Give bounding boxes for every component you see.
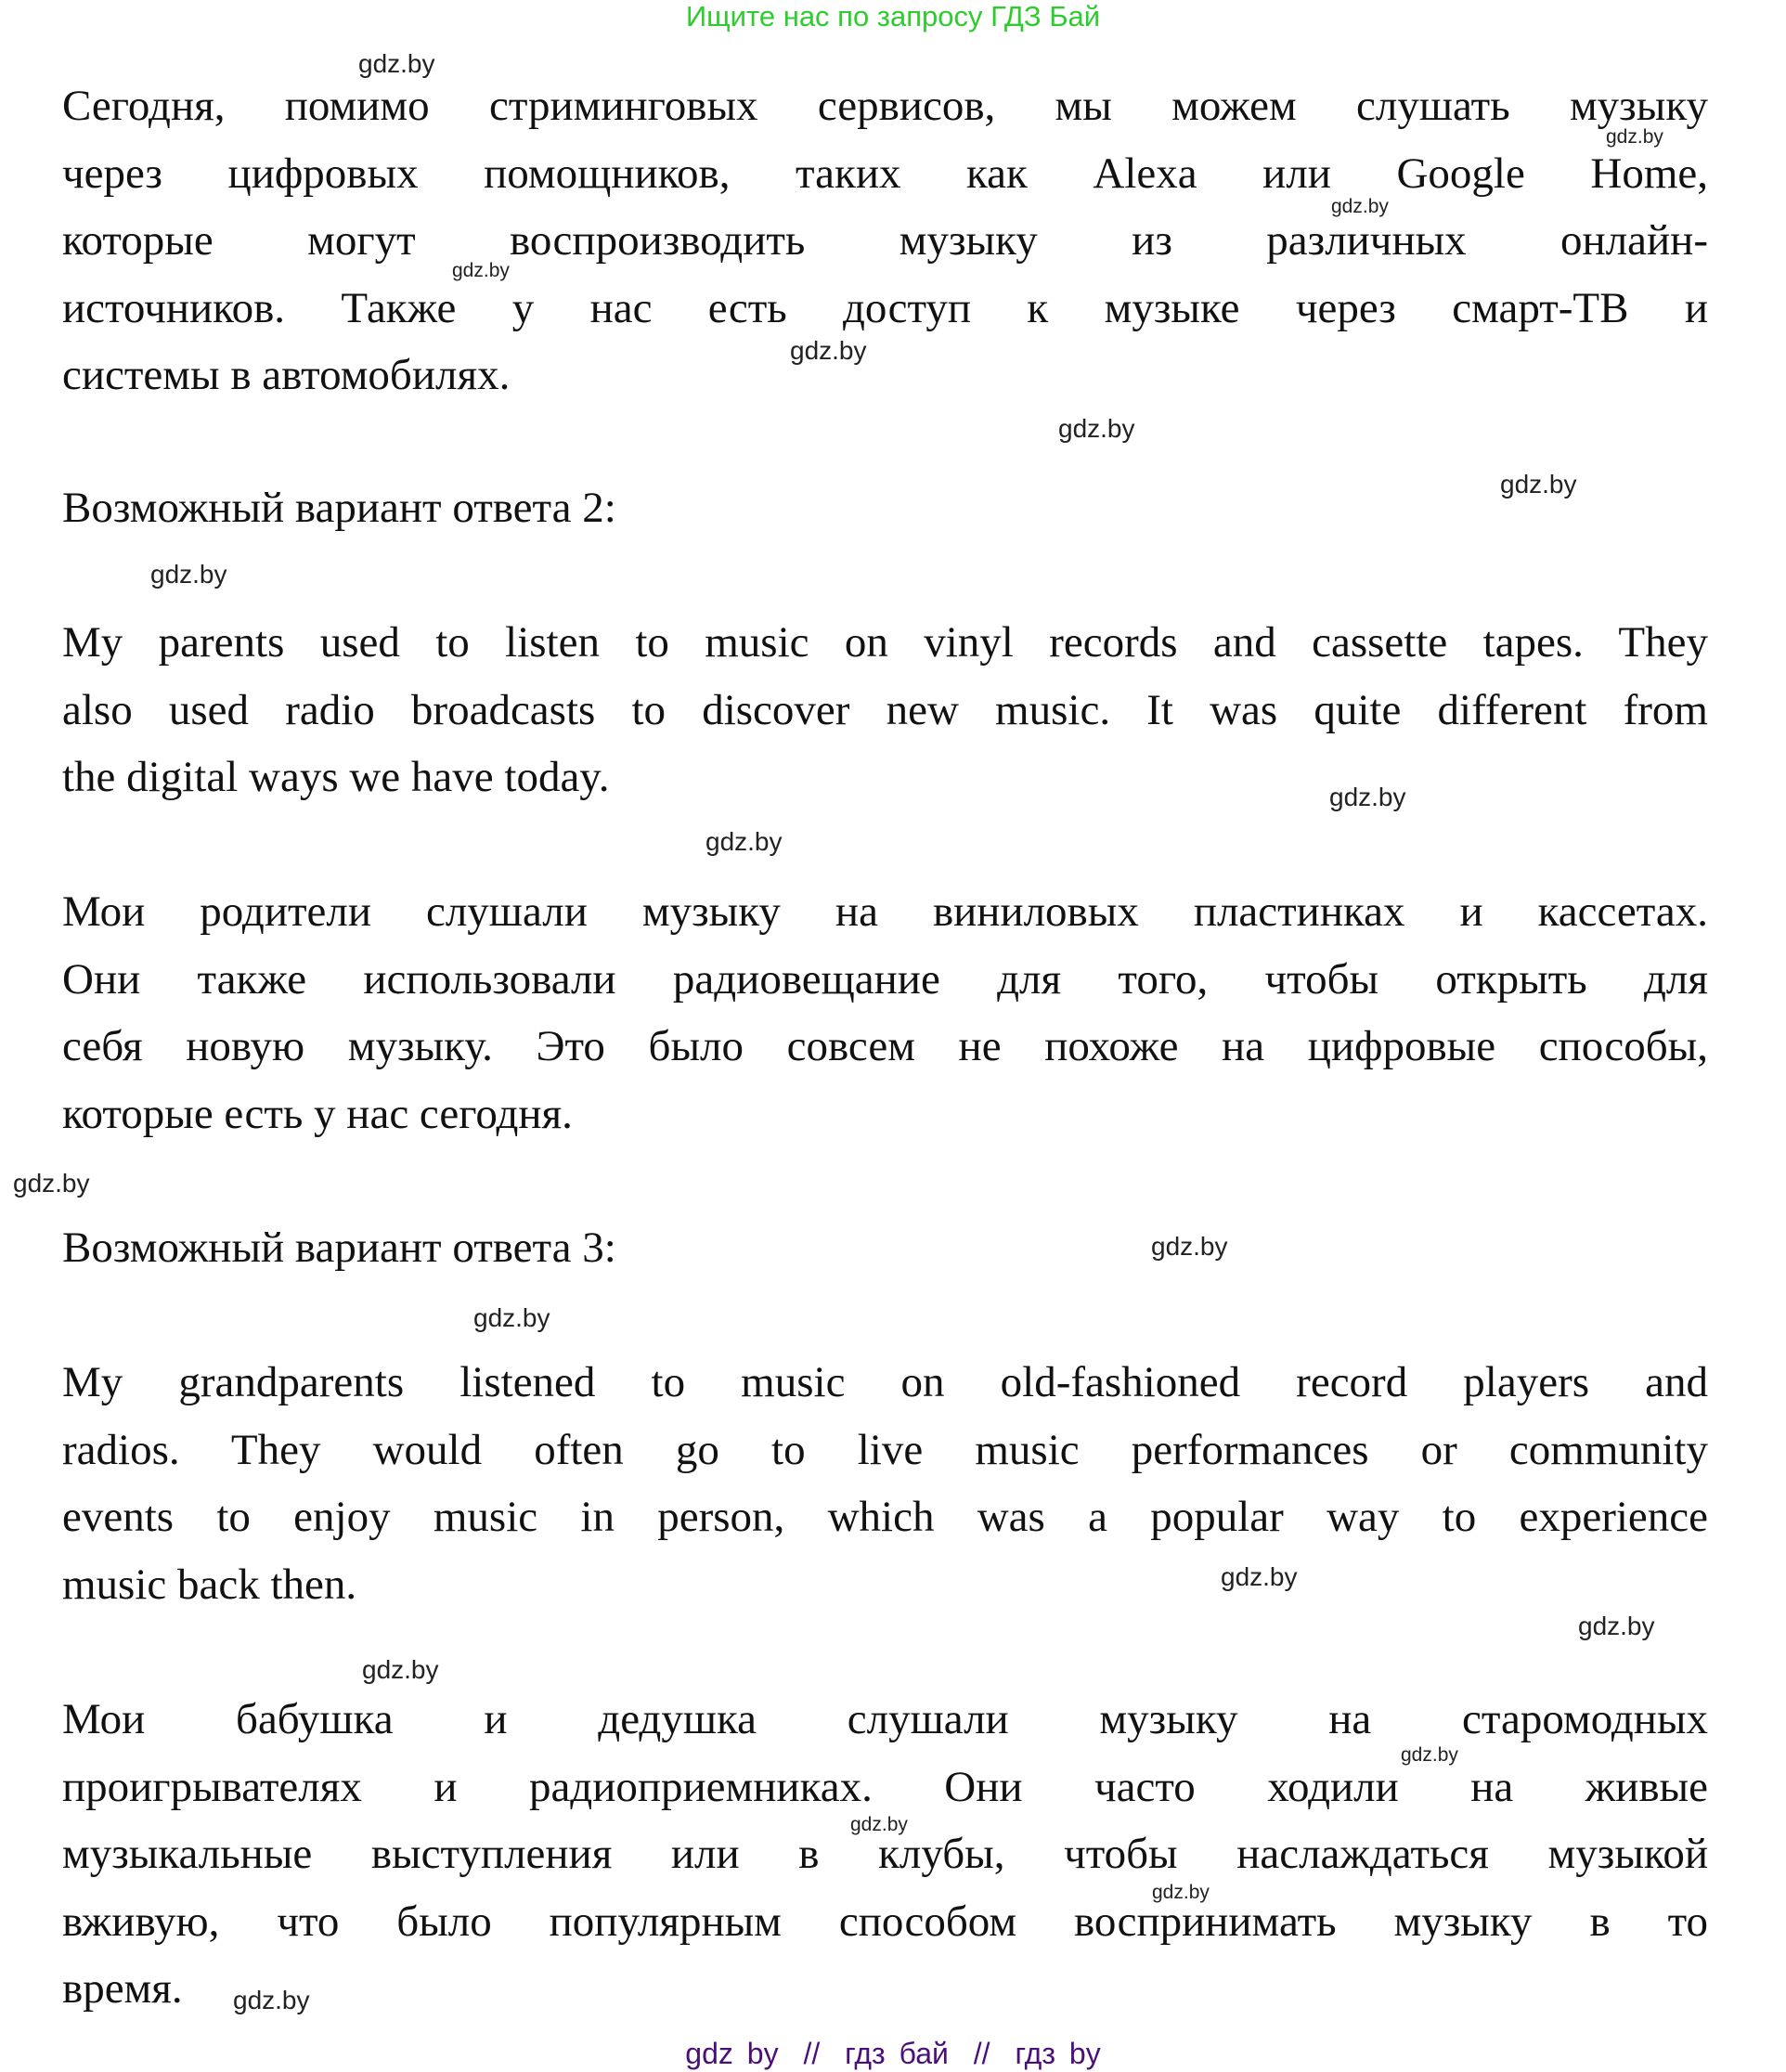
watermark: gdz.by: [358, 49, 435, 78]
text-line: music back then.: [62, 1560, 357, 1609]
text-line: events to enjoy music in person, which was a popular way to experience: [62, 1493, 1708, 1541]
watermark: gdz.by: [1221, 1562, 1298, 1591]
watermark: gdz.by: [1329, 783, 1406, 811]
text-line: музыкальные выступления или в клубы, чтобы наслаждаться музыкой: [62, 1830, 1708, 1878]
watermark: gdz.by: [150, 560, 227, 589]
text-line: проигрывателях и радиоприемниках. Они часто ходили на живые: [62, 1762, 1708, 1811]
heading-answer-3: Возможный вариант ответа 3:: [62, 1224, 616, 1272]
text-line: источников. Также у нас есть доступ к музыке через смарт-ТВ и: [62, 283, 1708, 332]
watermark: gdz.by: [1331, 196, 1389, 217]
text-line: My parents used to listen to music on vinyl records and cassette tapes. They: [62, 618, 1708, 667]
text-line: через цифровых помощников, таких как Alexa или Google Home,: [62, 149, 1708, 198]
heading-answer-2: Возможный вариант ответа 2:: [62, 484, 616, 532]
watermark: gdz.by: [473, 1303, 550, 1332]
text-line: Они также использовали радиовещание для того, чтобы открыть для: [62, 954, 1708, 1004]
paragraph-en-2: [62, 609, 1708, 811]
watermark: gdz.by: [705, 827, 783, 856]
watermark: gdz.by: [1401, 1744, 1458, 1766]
paragraph-ru-1: [62, 72, 1708, 409]
watermark: gdz.by: [1058, 414, 1135, 443]
footer-separator: //: [803, 2037, 821, 2070]
watermark: gdz.by: [1606, 126, 1663, 148]
watermark: gdz.by: [1578, 1612, 1655, 1640]
text-line: вживую, что было популярным способом воспринимать музыку в то: [62, 1897, 1708, 1946]
paragraph-en-3: [62, 1349, 1708, 1618]
watermark: gdz.by: [1500, 470, 1577, 499]
text-line: also used radio broadcasts to discover new music. It was quite different from: [62, 685, 1708, 734]
watermark: gdz.by: [233, 1986, 310, 2014]
text-line: Мои бабушка и дедушка слушали музыку на старомодных: [62, 1695, 1708, 1743]
text-line: Мои родители слушали музыку на виниловых пластинках и кассетах.: [62, 887, 1708, 936]
footer-link-gdz-by[interactable]: gdz by: [685, 2037, 779, 2070]
watermark: gdz.by: [13, 1169, 90, 1198]
text-line: которые могут воспроизводить музыку из различных онлайн-: [62, 216, 1708, 265]
text-line: radios. They would often go to live music performances or community: [62, 1425, 1708, 1474]
watermark: gdz.by: [1151, 1232, 1228, 1261]
text-line: the digital ways we have today.: [62, 753, 610, 801]
text-line: системы в автомобилях.: [62, 351, 511, 399]
watermark: gdz.by: [850, 1814, 908, 1835]
text-line: время.: [62, 1964, 183, 2013]
paragraph-ru-3: [62, 1686, 1708, 2023]
footer-link-gdz-by-cyr[interactable]: гдз by: [1015, 2037, 1101, 2070]
footer-link-gdz-bai[interactable]: гдз бай: [845, 2037, 949, 2070]
search-banner: Ищите нас по запросу ГДЗ Бай: [685, 0, 1101, 32]
watermark: gdz.by: [452, 260, 510, 281]
watermark: gdz.by: [362, 1655, 439, 1684]
text-line: Сегодня, помимо стриминговых сервисов, мы можем слушать музыку: [62, 82, 1708, 130]
text-line: My grandparents listened to music on old-fashioned record players and: [62, 1358, 1708, 1406]
watermark: gdz.by: [790, 336, 867, 365]
text-line: которые есть у нас сегодня.: [62, 1089, 573, 1138]
footer-separator: //: [973, 2037, 990, 2070]
paragraph-ru-2: [62, 878, 1708, 1147]
footer-links: [0, 2035, 1786, 2072]
watermark: gdz.by: [1152, 1882, 1210, 1903]
text-line: себя новую музыку. Это было совсем не похоже на цифровые способы,: [62, 1022, 1708, 1070]
